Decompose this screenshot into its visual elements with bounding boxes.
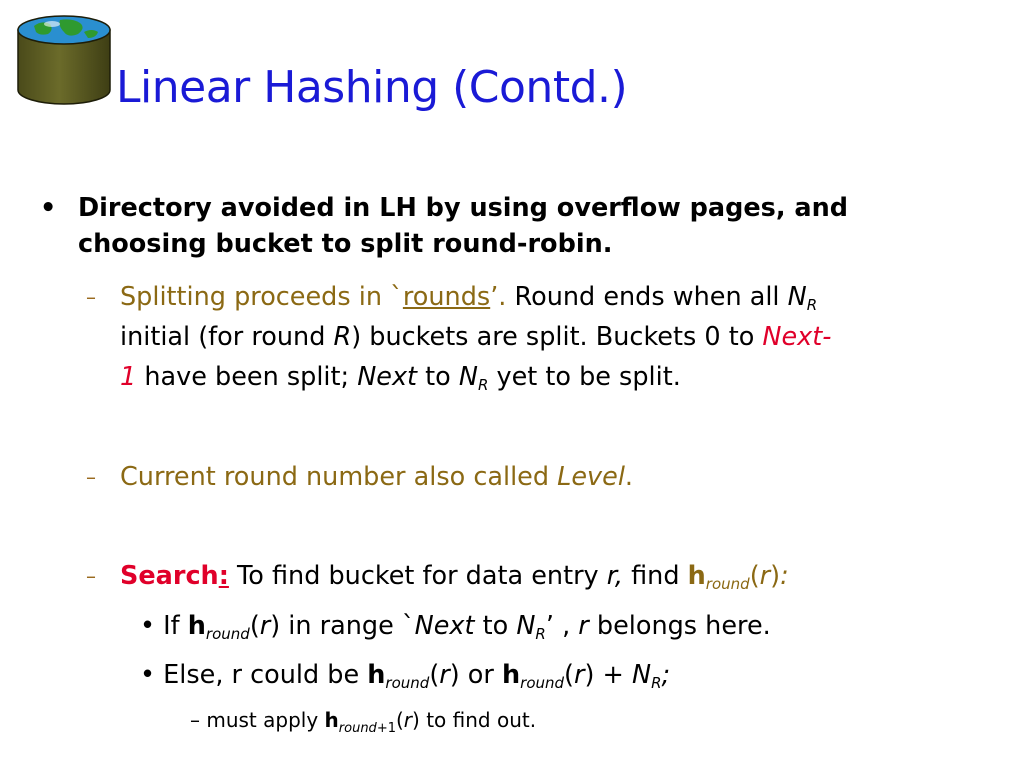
sub-sub-bullet-else: [140, 655, 990, 695]
database-disk-icon: [14, 14, 114, 106]
text-span: ;: [661, 660, 671, 690]
h-function: h: [502, 660, 521, 690]
r-symbol: r,: [606, 561, 624, 591]
n-symbol: N: [632, 660, 652, 690]
search-colon: :: [218, 561, 229, 591]
text-span: Current round number also called: [120, 462, 558, 492]
text-span: :: [780, 561, 789, 591]
text-span: (: [429, 660, 440, 690]
text-span: ’.: [490, 282, 507, 312]
text-span: belongs here.: [588, 611, 771, 641]
text-span: If: [155, 611, 188, 641]
dash-marker: –: [86, 285, 96, 309]
round-subscript: round: [705, 575, 750, 593]
n-symbol: N: [516, 611, 536, 641]
text-span: ): [770, 561, 781, 591]
text-span: ) +: [584, 660, 633, 690]
text-span: .: [624, 462, 634, 492]
round-subscript: round: [520, 674, 565, 692]
text-span: (: [749, 561, 760, 591]
sub-sub-sub-bullet-must-apply: [190, 705, 990, 735]
next-term: Next: [414, 611, 475, 641]
rounds-term: rounds: [402, 282, 491, 312]
r-symbol: r: [574, 660, 585, 690]
search-term: Search: [120, 561, 219, 591]
text-span: have been split;: [136, 362, 358, 392]
one-term: 1: [120, 362, 137, 392]
text-span: Round ends when all: [506, 282, 788, 312]
h-function: h: [324, 708, 339, 732]
r-subscript: R: [535, 625, 546, 643]
level-term: Level: [557, 462, 625, 492]
text-span: (: [249, 611, 260, 641]
r-symbol: r: [403, 708, 413, 732]
bullet-line-2: choosing bucket to split round-robin.: [78, 229, 613, 259]
text-span: (: [395, 708, 404, 732]
dash-marker: –: [86, 564, 96, 588]
h-function: h: [367, 660, 386, 690]
bullet-marker: •: [140, 660, 156, 690]
n-symbol: N: [458, 362, 478, 392]
text-span: must apply: [200, 708, 325, 732]
text-span: find: [623, 561, 688, 591]
text-span: ) or: [449, 660, 502, 690]
round-subscript: round: [338, 721, 377, 736]
text-span: Else, r could be: [155, 660, 368, 690]
bullet-line-1: Directory avoided in LH by using overflow pages, and: [78, 193, 849, 223]
dash-marker: –: [190, 708, 200, 732]
text-span: ’ ,: [545, 611, 579, 641]
r-subscript: R: [806, 296, 818, 314]
text-span: ) buckets are split. Buckets 0 to: [351, 322, 763, 352]
text-span: to: [474, 611, 517, 641]
plus-one-subscript: +1: [376, 721, 396, 736]
text-span: ) to find out.: [412, 708, 537, 732]
r-symbol: r: [759, 561, 771, 591]
next-minus-term: Next-: [762, 322, 832, 352]
r-symbol: r: [578, 611, 589, 641]
text-span: to: [417, 362, 459, 392]
h-function: h: [187, 611, 206, 641]
r-symbol: R: [333, 322, 352, 352]
bullet-marker: •: [40, 193, 57, 223]
text-span: Splitting proceeds in `: [120, 282, 403, 312]
slide-title: Linear Hashing (Contd.): [116, 62, 628, 113]
next-term: Next: [357, 362, 418, 392]
text-span: ) in range `: [270, 611, 415, 641]
text-span: To find bucket for data entry: [228, 561, 607, 591]
bullet-marker: •: [140, 611, 156, 641]
r-subscript: R: [477, 376, 489, 394]
text-span: (: [564, 660, 574, 690]
r-subscript: R: [651, 674, 662, 692]
n-symbol: N: [787, 282, 807, 312]
text-span: yet to be split.: [488, 362, 681, 392]
text-span: initial (for round: [120, 322, 334, 352]
sub-bullet-splitting-text: [120, 277, 990, 397]
r-symbol: r: [259, 611, 271, 641]
round-subscript: round: [205, 625, 250, 643]
r-symbol: r: [439, 660, 450, 690]
dash-marker: –: [86, 465, 96, 489]
h-function: h: [687, 561, 706, 591]
sub-sub-bullet-if: [140, 606, 990, 646]
round-subscript: round: [385, 674, 430, 692]
